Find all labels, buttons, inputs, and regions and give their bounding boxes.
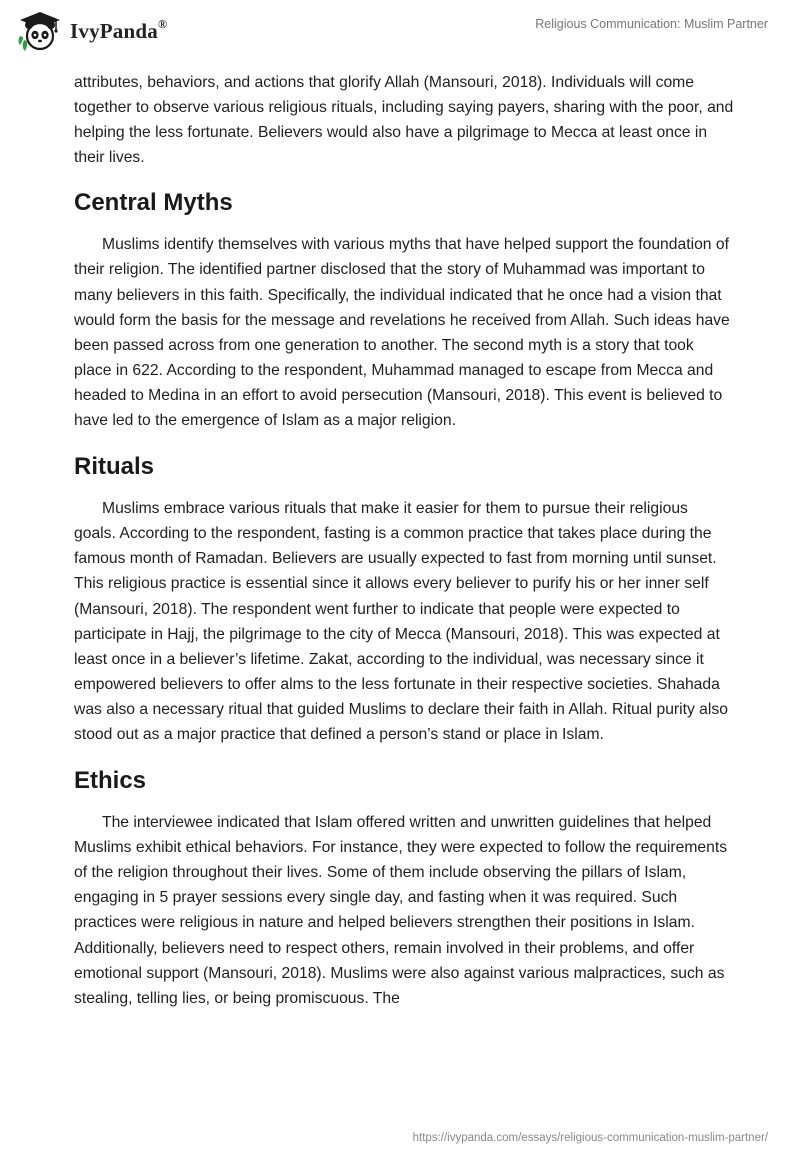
page-header [0,0,800,70]
paragraph-ethics: The interviewee indicated that Islam offered written and unwritten guidelines that helped Muslims exhibit ethical behaviors. For instance, they were expected to follow the requirements of the religion throughout their lives. Some of them include observing the pillars of Islam, engaging in 5 prayer sessions every single day, and fasting when it was required. Such practices were religious in nature and helped believers strengthen their positions in Islam. Additionally, believers need to respect others, remain involved in their problems, and offer emotional support (Mansouri, 2018). Muslims were also against various malpractices, such as stealing, telling lies, or being promiscuous. The [74,814,728,1007]
heading-ethics: Ethics [74,767,147,795]
source-url-link[interactable]: https://ivypanda.com/essays/religious-communication-muslim-partner/ [412,1132,768,1144]
ivypanda-logo[interactable] [16,10,167,52]
running-title: Religious Communication: Muslim Partner [535,17,768,31]
heading-rituals: Rituals [74,453,155,481]
paragraph-rituals: Muslims embrace various rituals that make it easier for them to pursue their religious goals. According to the respondent, fasting is a common practice that takes place during the famous month of Ramadan. Believers are usually expected to fast from morning until sunset. This religious practice is essential since it allows every believer to purify his or her inner self (Mansouri, 2018). The respondent went further to indicate that people were expected to participate in Hajj, the pilgrimage to the city of Mecca (Mansouri, 2018). This was expected at least once in a believer’s lifetime. Zakat, according to the individual, was necessary since it empowered believers to offer alms to the less fortunate in their respective societies. Shahada was also a necessary ritual that guided Muslims to declare their faith in Allah. Ritual purity also stood out as a major practice that defined a person’s stand or place in Islam. [74,500,728,743]
paragraph-central-myths: Muslims identify themselves with various myths that have helped support the foundation of their religion. The identified partner disclosed that the story of Muhammad was important to many believers in this faith. Specifically, the individual indicated that he once had a vision that would form the basis for the message and revelations he received from Allah. Such ideas have been passed across from one generation to another. The second myth is a story that took place in 622. According to the respondent, Muhammad managed to escape from Mecca and headed to Medina in an effort to avoid persecution (Mansouri, 2018). This event is believed to have led to the emergence of Islam as a major religion. [74,236,730,430]
brand-name: IvyPanda® [70,16,168,43]
essay-body [74,70,734,1011]
intro-paragraph: attributes, behaviors, and actions that glorify Allah (Mansouri, 2018). Individuals will come together to observe various religious rituals, including saying payers, sharing with the poor, and helping the less fortunate. Believers would also have a pilgrimage to Mecca at least once in their lives. [74,74,734,167]
panda-graduate-icon [16,10,64,52]
heading-central-myths: Central Myths [74,189,233,217]
